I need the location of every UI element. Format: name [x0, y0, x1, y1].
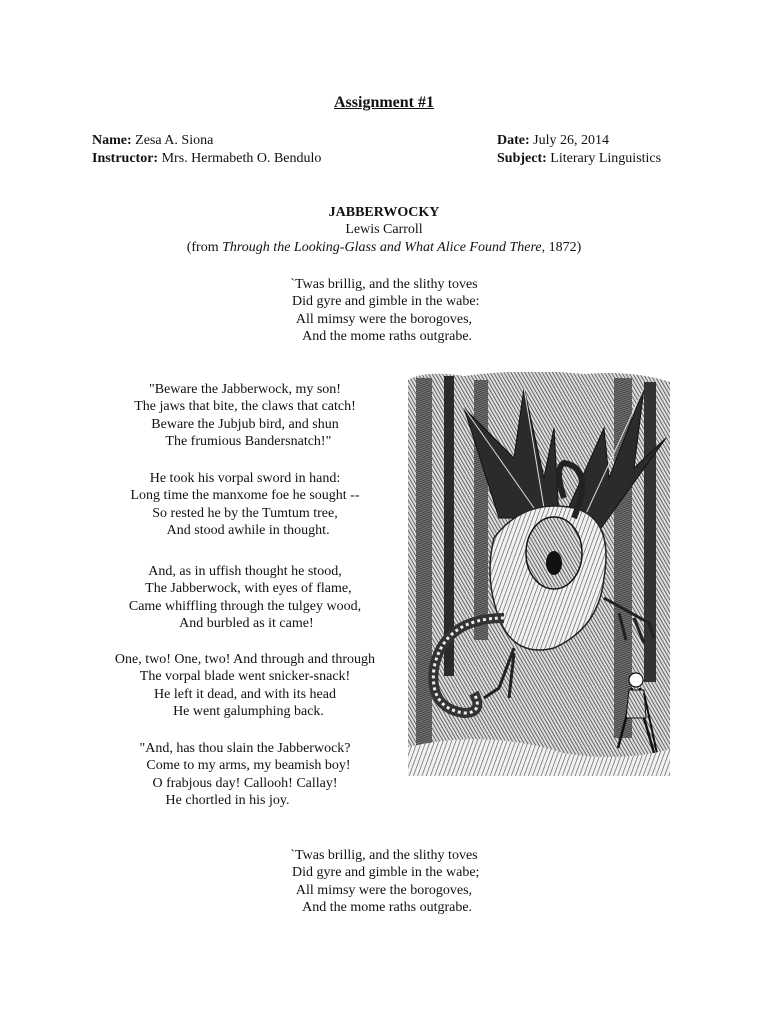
poem-line: And stood awhile in thought. [160, 522, 330, 538]
poem-line: "And, has thou slain the Jabberwock? [139, 741, 351, 756]
assignment-date: July 26, 2014 [529, 133, 609, 148]
poem-author: Lewis Carroll [345, 222, 423, 237]
poem-line: Come to my arms, my beamish boy! [139, 758, 351, 774]
student-info [92, 132, 321, 168]
poem-line: The Jabberwock, with eyes of flame, [138, 581, 352, 597]
student-name: Zesa A. Siona [131, 133, 214, 148]
poem-line: He left it dead, and with its head [154, 686, 336, 702]
poem-line: "Beware the Jabberwock, my son! [149, 382, 341, 397]
poem-line: `Twas brillig, and the slithy toves [290, 848, 478, 863]
poem-line: He went galumphing back. [166, 703, 324, 719]
subject-row: Subject: Literary Linguistics [497, 151, 662, 166]
instructor-row: Instructor: Mrs. Hermabeth O. Bendulo [92, 151, 322, 166]
poem-line: Did gyre and gimble in the wabe: [288, 294, 480, 310]
poem-source: (from Through the Looking-Glass and What Alice Found There, 1872) [186, 240, 582, 255]
name-row: Name: Zesa A. Siona [92, 133, 214, 148]
poem-line: Long time the manxome foe he sought -- [130, 488, 360, 504]
poem-line: He took his vorpal sword in hand: [149, 471, 341, 486]
poem-line: `Twas brillig, and the slithy toves [290, 277, 478, 292]
jabberwock-engraving-icon [404, 368, 674, 780]
stanza-2 [80, 381, 410, 450]
poem-line: The jaws that bite, the claws that catch! [134, 399, 356, 415]
poem-line: One, two! One, two! And through and through [114, 652, 376, 667]
stanza-6 [80, 740, 410, 809]
stanza-5 [80, 651, 410, 720]
poem-line: Came whiffling through the tulgey wood, [128, 598, 362, 614]
stanza-3 [80, 470, 410, 539]
poem-line: All mimsy were the borogoves, [295, 882, 473, 898]
stanza-1 [0, 276, 768, 345]
subject-name: Literary Linguistics [546, 151, 662, 166]
poem-line: He chortled in his joy. [165, 792, 325, 808]
poem-line: O frabjous day! Callooh! Callay! [152, 775, 338, 791]
course-info [497, 132, 661, 168]
poem-line: The frumious Bandersnatch!" [158, 433, 332, 449]
jabberwock-illustration [404, 368, 674, 780]
poem-line: All mimsy were the borogoves, [295, 311, 473, 327]
stanza-7 [0, 847, 768, 916]
poem-line: So rested he by the Tumtum tree, [152, 505, 338, 521]
poem-line: Did gyre and gimble in the wabe; [288, 865, 480, 881]
assignment-title: Assignment #1 [333, 94, 434, 111]
stanza-4 [80, 563, 410, 632]
poem-line: And the mome raths outgrabe. [295, 899, 473, 915]
poem-line: The vorpal blade went snicker-snack! [139, 669, 351, 685]
poem-title: JABBERWOCKY [328, 205, 440, 220]
poem-line: And burbled as it came! [176, 615, 314, 631]
poem-line: And the mome raths outgrabe. [295, 328, 473, 344]
instructor-name: Mrs. Hermabeth O. Bendulo [158, 151, 322, 166]
date-row: Date: July 26, 2014 [497, 133, 609, 148]
poem-line: Beware the Jubjub bird, and shun [151, 416, 339, 432]
poem-line: And, as in uffish thought he stood, [148, 564, 342, 579]
